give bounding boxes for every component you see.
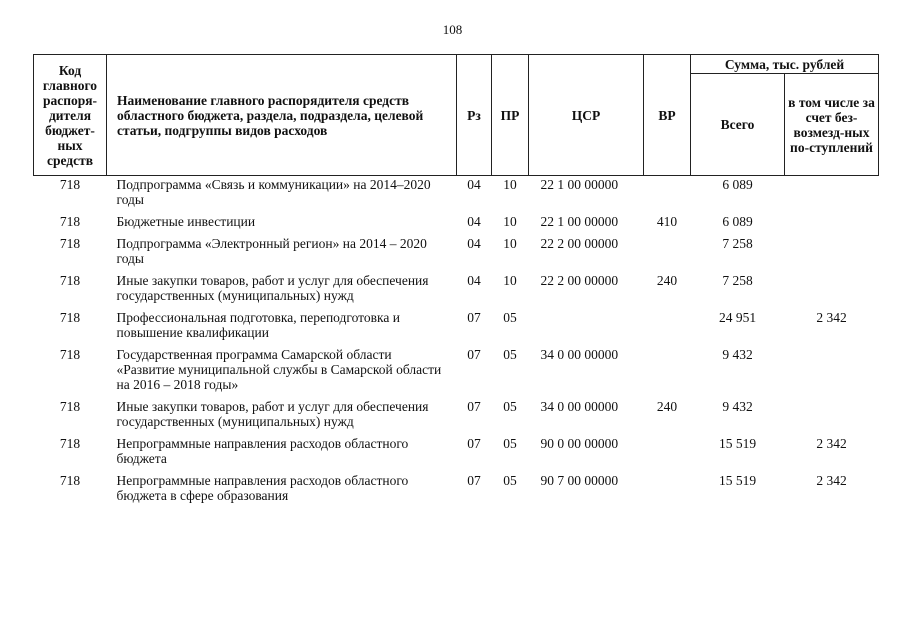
cell-kod: 718 [59, 347, 81, 362]
cell-free [785, 214, 879, 236]
table-row [34, 399, 879, 436]
cell-free [785, 176, 879, 215]
cell-csr: 90 0 00 00000 [540, 436, 619, 451]
cell-total: 15 519 [718, 436, 757, 451]
cell-total: 7 258 [722, 273, 753, 288]
header-csr: ЦСР [529, 55, 644, 176]
table-row [34, 273, 879, 310]
cell-vr: 240 [656, 273, 678, 288]
cell-kod: 718 [59, 177, 81, 192]
table-row [34, 176, 879, 215]
cell-vr: 240 [656, 399, 678, 414]
table-row [34, 214, 879, 236]
cell-vr [644, 176, 691, 215]
cell-total: 7 258 [722, 236, 753, 251]
cell-vr [644, 347, 691, 399]
cell-pr: 10 [503, 177, 517, 192]
cell-name: Иные закупки товаров, работ и услуг для обеспечения государственных (муниципальных) нужд [116, 273, 429, 303]
header-vsego: Всего [691, 74, 785, 176]
header-rz: Рз [457, 55, 492, 176]
cell-name: Подпрограмма «Электронный регион» на 2014 – 2020 годы [116, 236, 427, 266]
cell-kod: 718 [59, 214, 81, 229]
cell-pr: 05 [503, 399, 517, 414]
cell-pr: 05 [503, 473, 517, 488]
budget-table [33, 54, 879, 510]
cell-rz: 04 [467, 273, 481, 288]
cell-kod: 718 [59, 399, 81, 414]
cell-pr: 10 [503, 214, 517, 229]
cell-free: 2 342 [816, 473, 847, 488]
cell-name: Непрограммные направления расходов областного бюджета в сфере образования [116, 473, 409, 503]
cell-total: 6 089 [722, 214, 753, 229]
cell-kod: 718 [59, 436, 81, 451]
cell-csr: 22 2 00 00000 [540, 273, 619, 288]
cell-name: Профессиональная подготовка, переподготовка и повышение квалификации [116, 310, 400, 340]
page-number: 108 [442, 22, 463, 37]
cell-name: Иные закупки товаров, работ и услуг для обеспечения государственных (муниципальных) нужд [116, 399, 429, 429]
cell-vr [644, 436, 691, 473]
cell-rz: 04 [467, 177, 481, 192]
cell-csr: 22 2 00 00000 [540, 236, 619, 251]
cell-free [785, 399, 879, 436]
cell-kod: 718 [59, 310, 81, 325]
cell-rz: 07 [467, 310, 481, 325]
table-row [34, 236, 879, 273]
cell-total: 6 089 [722, 177, 753, 192]
table-header [34, 55, 879, 176]
cell-name: Непрограммные направления расходов областного бюджета [116, 436, 409, 466]
cell-free [785, 236, 879, 273]
cell-csr: 22 1 00 00000 [540, 177, 619, 192]
header-kod: Код главного распоря-дителя бюджет-ных средств [34, 55, 107, 176]
header-summa: Сумма, тыс. рублей [691, 55, 879, 74]
cell-pr: 05 [503, 347, 517, 362]
cell-csr: 90 7 00 00000 [540, 473, 619, 488]
cell-vr: 410 [656, 214, 678, 229]
cell-vr [644, 473, 691, 510]
table-row [34, 347, 879, 399]
header-pr: ПР [492, 55, 529, 176]
cell-csr: 34 0 00 00000 [540, 347, 619, 362]
cell-name: Подпрограмма «Связь и коммуникации» на 2014–2020 годы [116, 177, 431, 207]
cell-pr: 10 [503, 236, 517, 251]
cell-free: 2 342 [816, 436, 847, 451]
cell-kod: 718 [59, 473, 81, 488]
table-row [34, 473, 879, 510]
cell-free [785, 273, 879, 310]
cell-pr: 05 [503, 310, 517, 325]
cell-rz: 07 [467, 473, 481, 488]
table-row [34, 310, 879, 347]
header-vr: ВР [644, 55, 691, 176]
cell-free: 2 342 [816, 310, 847, 325]
cell-vr [644, 236, 691, 273]
cell-rz: 04 [467, 214, 481, 229]
cell-csr: 22 1 00 00000 [540, 214, 619, 229]
cell-pr: 10 [503, 273, 517, 288]
cell-rz: 07 [467, 347, 481, 362]
cell-rz: 07 [467, 436, 481, 451]
header-vtch: в том числе за счет без-возмезд-ных по-ступлений [785, 74, 879, 176]
cell-rz: 04 [467, 236, 481, 251]
cell-total: 9 432 [722, 347, 753, 362]
cell-kod: 718 [59, 273, 81, 288]
cell-free [785, 347, 879, 399]
cell-vr [644, 310, 691, 347]
cell-csr: 34 0 00 00000 [540, 399, 619, 414]
cell-csr [529, 310, 644, 347]
cell-name: Бюджетные инвестиции [116, 214, 256, 229]
cell-total: 15 519 [718, 473, 757, 488]
header-name: Наименование главного распорядителя средств областного бюджета, раздела, подраздела, целевой статьи, подгруппы видов расходов [107, 55, 457, 176]
cell-pr: 05 [503, 436, 517, 451]
table-body [34, 176, 879, 511]
cell-kod: 718 [59, 236, 81, 251]
table-row [34, 436, 879, 473]
cell-total: 9 432 [722, 399, 753, 414]
cell-total: 24 951 [718, 310, 757, 325]
cell-rz: 07 [467, 399, 481, 414]
cell-name: Государственная программа Самарской области «Развитие муниципальной службы в Самарской области на 2016 – 2018 годы» [116, 347, 442, 392]
